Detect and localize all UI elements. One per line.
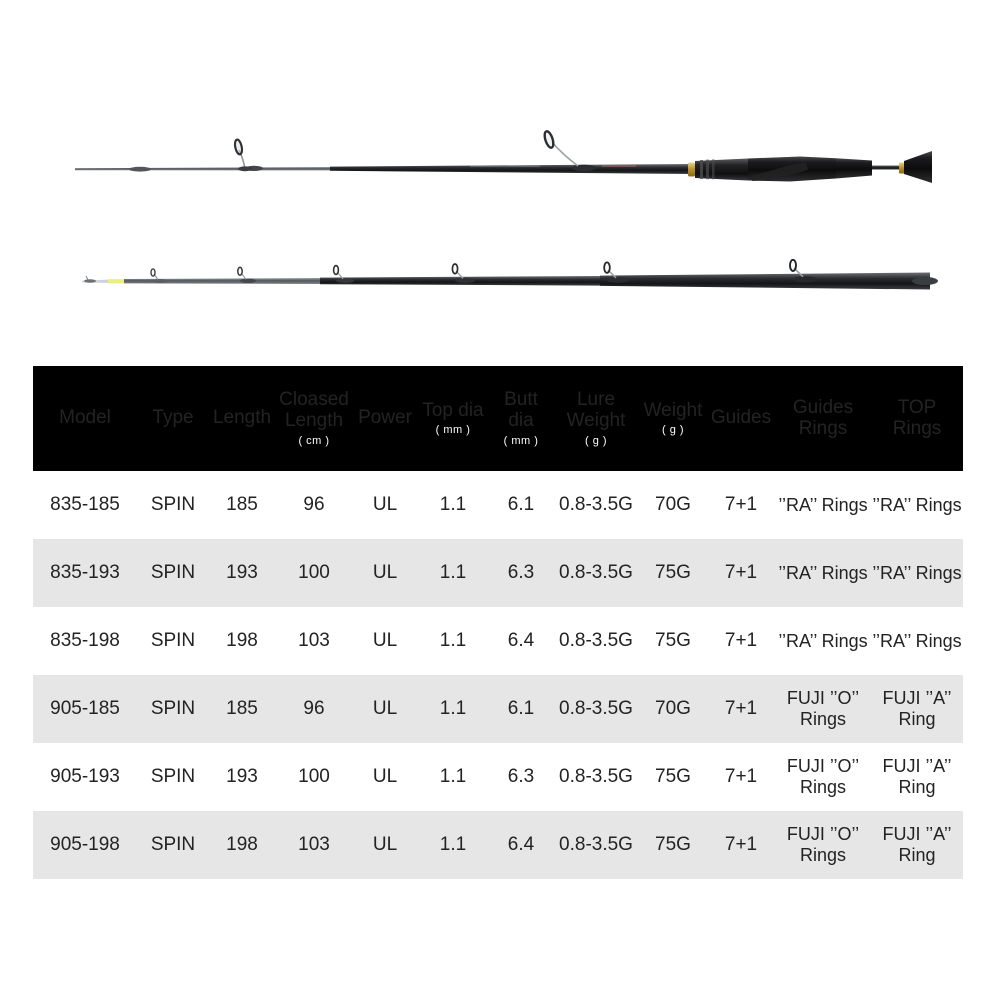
cell-top-rings: ’’RA’’ Rings xyxy=(872,630,962,651)
guide-ring xyxy=(334,266,354,283)
cell-lure-weight: 0.8-3.5G xyxy=(559,698,633,720)
cell-weight: 70G xyxy=(655,494,691,516)
butt-extension xyxy=(872,166,902,170)
header-label: Butt dia xyxy=(504,389,538,431)
cell-length: 193 xyxy=(226,562,258,584)
cell-closed-length: 96 xyxy=(303,698,325,720)
cell-type: SPIN xyxy=(150,834,196,856)
table-row xyxy=(33,675,963,743)
header-label: Power xyxy=(358,407,412,429)
column-header-top-dia xyxy=(417,366,489,471)
header-label: Weight xyxy=(643,399,703,421)
header-unit: ( mm ) xyxy=(435,424,471,437)
table-row xyxy=(33,471,963,539)
guide-ring xyxy=(790,260,817,283)
header-label: Length xyxy=(212,407,272,429)
cell-butt-dia: 6.1 xyxy=(507,698,535,720)
table-body xyxy=(33,471,963,879)
cell-guides: 7+1 xyxy=(724,766,758,788)
cell-type: SPIN xyxy=(150,630,196,652)
cell-guides: 7+1 xyxy=(724,562,758,584)
cell-guides: 7+1 xyxy=(724,698,758,720)
cell-closed-length: 103 xyxy=(298,834,330,856)
assembled-rod-image xyxy=(0,120,1000,220)
header-label: Model xyxy=(59,407,111,429)
guide-ring xyxy=(238,267,256,283)
cell-model: 835-198 xyxy=(50,630,120,652)
cell-top-rings: FUJI ’’A’’ Ring xyxy=(882,756,952,797)
table-row xyxy=(33,539,963,607)
cell-butt-dia: 6.3 xyxy=(507,562,535,584)
cell-length: 198 xyxy=(226,630,258,652)
header-label: Guides Rings xyxy=(792,396,854,439)
cell-closed-length: 100 xyxy=(298,766,330,788)
butt-cap xyxy=(904,151,932,183)
column-header-model xyxy=(33,366,137,471)
reel-seat-thread xyxy=(700,160,703,179)
cell-lure-weight: 0.8-3.5G xyxy=(559,494,633,516)
cell-butt-dia: 6.4 xyxy=(507,630,535,652)
cell-lure-weight: 0.8-3.5G xyxy=(559,562,633,584)
column-header-guides xyxy=(707,366,775,471)
cell-top-dia: 1.1 xyxy=(439,766,467,788)
cell-top-rings: FUJI ’’A’’ Ring xyxy=(882,824,952,865)
cell-power: UL xyxy=(372,834,398,856)
cell-top-rings: FUJI ’’A’’ Ring xyxy=(882,688,952,729)
cell-lure-weight: 0.8-3.5G xyxy=(559,834,633,856)
rear-grip xyxy=(836,158,872,178)
cell-type: SPIN xyxy=(150,494,196,516)
tip-blank-butt xyxy=(600,273,930,290)
column-header-weight xyxy=(639,366,707,471)
table-row xyxy=(33,743,963,811)
cell-length: 198 xyxy=(226,834,258,856)
cell-length: 193 xyxy=(226,766,258,788)
cell-guides-rings: FUJI ’’O’’ Rings xyxy=(786,688,860,729)
cell-closed-length: 103 xyxy=(298,630,330,652)
blank-branding-mark xyxy=(470,166,540,168)
header-label: Lure Weight xyxy=(566,389,626,431)
product-image-area xyxy=(0,0,1000,355)
cell-top-rings: ’’RA’’ Rings xyxy=(872,562,962,583)
table-row xyxy=(33,811,963,879)
cell-top-dia: 1.1 xyxy=(439,834,467,856)
cell-length: 185 xyxy=(226,494,258,516)
tip-section-image xyxy=(0,240,1000,320)
column-header-power xyxy=(353,366,417,471)
cell-closed-length: 100 xyxy=(298,562,330,584)
cell-guides: 7+1 xyxy=(724,630,758,652)
column-header-top-rings xyxy=(871,366,963,471)
cell-type: SPIN xyxy=(150,562,196,584)
cell-power: UL xyxy=(372,562,398,584)
cell-butt-dia: 6.3 xyxy=(507,766,535,788)
cell-weight: 75G xyxy=(655,834,691,856)
header-row xyxy=(33,366,963,471)
column-header-butt-dia xyxy=(489,366,553,471)
guide-ring xyxy=(604,262,629,282)
cell-closed-length: 96 xyxy=(303,494,325,516)
header-unit: ( g ) xyxy=(661,424,685,437)
cell-weight: 75G xyxy=(655,562,691,584)
column-header-lure-weight xyxy=(553,366,639,471)
rod-wrap-band xyxy=(129,167,151,172)
cell-model: 905-198 xyxy=(50,834,120,856)
tip-accent-marker xyxy=(108,279,124,283)
cell-guides-rings: ’’RA’’ Rings xyxy=(778,494,868,515)
cell-model: 905-185 xyxy=(50,698,120,720)
header-label: Cloased Length xyxy=(279,389,349,431)
cell-guides-rings: FUJI ’’O’’ Rings xyxy=(786,824,860,865)
cell-butt-dia: 6.1 xyxy=(507,494,535,516)
cell-model: 835-193 xyxy=(50,562,120,584)
reel-seat-thread xyxy=(712,159,715,179)
cell-power: UL xyxy=(372,494,398,516)
guide-ring xyxy=(452,264,475,283)
cell-guides: 7+1 xyxy=(724,494,758,516)
rod-tip-blank xyxy=(75,167,330,170)
header-label: Guides xyxy=(710,407,772,429)
cell-power: UL xyxy=(372,766,398,788)
column-header-length xyxy=(209,366,275,471)
header-unit: ( g ) xyxy=(584,434,608,447)
column-header-closed-length xyxy=(275,366,353,471)
cell-weight: 75G xyxy=(655,630,691,652)
cell-lure-weight: 0.8-3.5G xyxy=(559,630,633,652)
cell-top-rings: ’’RA’’ Rings xyxy=(872,494,962,515)
cell-model: 835-185 xyxy=(50,494,120,516)
guide-ring xyxy=(151,269,167,283)
table-header xyxy=(33,366,963,471)
reel-seat-trim-ring xyxy=(688,163,695,177)
cell-guides-rings: FUJI ’’O’’ Rings xyxy=(786,756,860,797)
cell-type: SPIN xyxy=(150,766,196,788)
cell-top-dia: 1.1 xyxy=(439,494,467,516)
cell-guides-rings: ’’RA’’ Rings xyxy=(778,562,868,583)
header-unit: ( mm ) xyxy=(503,434,539,447)
cell-butt-dia: 6.4 xyxy=(507,834,535,856)
header-label: TOP Rings xyxy=(892,396,942,439)
guide-ring xyxy=(84,276,96,283)
cell-weight: 75G xyxy=(655,766,691,788)
cell-model: 905-193 xyxy=(50,766,120,788)
cell-guides: 7+1 xyxy=(724,834,758,856)
cell-power: UL xyxy=(372,698,398,720)
spec-table xyxy=(33,366,963,879)
cell-top-dia: 1.1 xyxy=(439,698,467,720)
table-row xyxy=(33,607,963,675)
header-label: Type xyxy=(152,407,194,429)
cell-type: SPIN xyxy=(150,698,196,720)
column-header-guides-rings xyxy=(775,366,871,471)
cell-guides-rings: ’’RA’’ Rings xyxy=(778,630,868,651)
blank-branding-mark xyxy=(602,165,636,167)
cell-lure-weight: 0.8-3.5G xyxy=(559,766,633,788)
header-label: Top dia xyxy=(422,399,484,421)
reel-seat-thread xyxy=(706,160,709,180)
cell-length: 185 xyxy=(226,698,258,720)
header-unit: ( cm ) xyxy=(298,434,330,447)
specification-table xyxy=(33,366,963,879)
ferrule-joint xyxy=(912,277,938,285)
cell-top-dia: 1.1 xyxy=(439,630,467,652)
cell-weight: 70G xyxy=(655,698,691,720)
cell-top-dia: 1.1 xyxy=(439,562,467,584)
column-header-type xyxy=(137,366,209,471)
cell-power: UL xyxy=(372,630,398,652)
